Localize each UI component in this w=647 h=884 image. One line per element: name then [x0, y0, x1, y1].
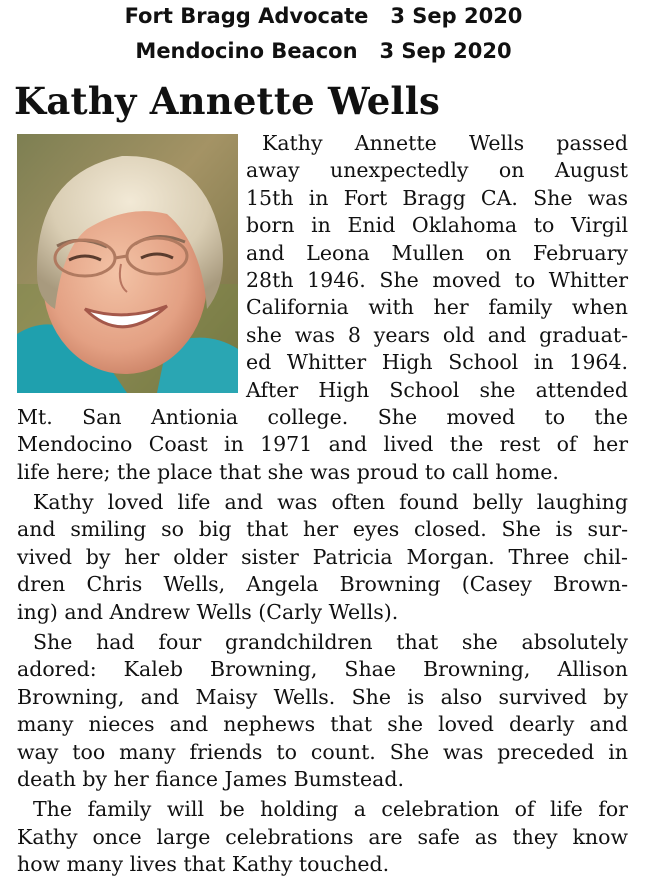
- text-line: how many lives that Kathy touched.: [17, 852, 390, 877]
- text-line: Browning, and Maisy Wells. She is also survived by: [17, 684, 628, 709]
- text-line: ed Whitter High School in 1964.: [246, 350, 628, 375]
- text-line: adored: Kaleb Browning, Shae Browning, Allison: [17, 657, 628, 682]
- text-line: dren Chris Wells, Angela Browning (Casey Brown-: [17, 572, 628, 597]
- text-line: away unexpectedly on August: [246, 158, 628, 183]
- text-line: vived by her older sister Patricia Morgan. Three chil-: [17, 544, 628, 569]
- source-publication-1: Fort Bragg Advocate 3 Sep 2020: [124, 4, 523, 28]
- text-line: California with her family when: [246, 295, 628, 320]
- text-line: ing) and Andrew Wells (Carly Wells).: [17, 599, 399, 624]
- text-line: Mt. San Antionia college. She moved to the: [17, 404, 628, 429]
- text-line: She had four grandchildren that she absolutely: [33, 630, 628, 655]
- text-line: Kathy Annette Wells passed: [262, 131, 628, 155]
- text-line: she was 8 years old and graduat-: [246, 322, 628, 347]
- text-line: and Leona Mullen on February: [246, 240, 628, 265]
- text-line: Kathy once large celebrations are safe as they know: [17, 824, 628, 849]
- source-publication-2: Mendocino Beacon 3 Sep 2020: [135, 39, 512, 63]
- text-line: After High School she attended: [246, 377, 628, 402]
- text-line: and smiling so big that her eyes closed. She is sur-: [17, 517, 628, 542]
- text-line: many nieces and nephews that she loved dearly and: [17, 712, 628, 737]
- obituary-body: [17, 130, 628, 879]
- text-line: life here; the place that she was proud to call home.: [17, 459, 559, 484]
- text-line: 28th 1946. She moved to Whitter: [246, 267, 628, 292]
- text-line: way too many friends to count. She was preceded in: [17, 739, 628, 764]
- text-line: The family will be holding a celebration of life for: [33, 797, 628, 822]
- text-line: death by her fiance James Bumstead.: [17, 766, 405, 791]
- obituary-title: Kathy Annette Wells: [14, 79, 440, 123]
- text-line: Kathy loved life and was often found belly laughing: [33, 490, 628, 515]
- text-line: born in Enid Oklahoma to Virgil: [246, 213, 628, 238]
- text-line: 15th in Fort Bragg CA. She was: [246, 185, 628, 210]
- text-line: Mendocino Coast in 1971 and lived the rest of her: [17, 432, 628, 457]
